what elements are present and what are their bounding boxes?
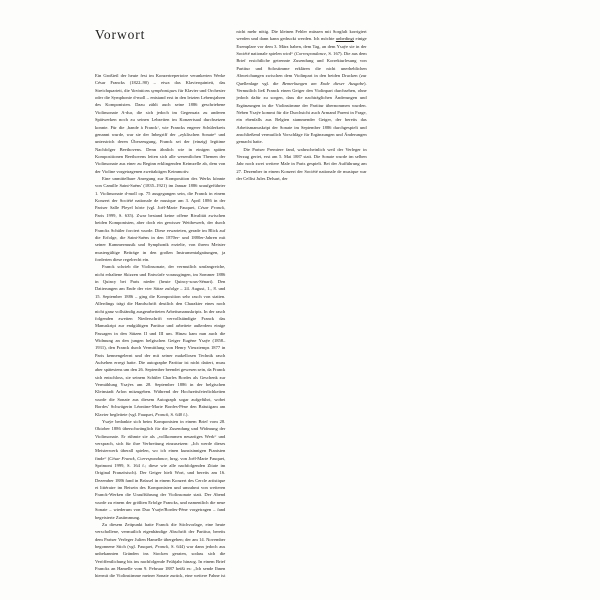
article-body bbox=[95, 28, 367, 584]
italic-run: Franck bbox=[155, 411, 169, 417]
text-run: , Paris 1999, S. 635). Zwar bestand keine offene Rivalität zwischen beiden Komponisten, aber doch ein gewisser Wettbewerb, der durch Francks Schüler forciert wurde. Diese erwarteten, gerade im Blick auf die Erfolge, die Saint-Saëns in den 1870er- und 1880er-Jahren mit seiner Kammermusik und Symphonik erzielte, von ihrem Meister mustergültige Beiträge in den großen Instrumentalgattungen, ja forderten diese regelrecht ein. bbox=[95, 205, 226, 262]
italic-run: Variations symphoniques bbox=[131, 87, 177, 93]
page-title: Vorwort bbox=[95, 27, 146, 42]
text-run: , S. 644) war dann jedoch aus unbekannten Gründen ins Stocken geraten, sodass sich die Veröffentlichung bis ins nachfolgende Frühjahr hinzog. In einem Brief Francks an Hamelle vom 9. Februar 1887 heißt es: „Ich sende Ihnen hiermit die Violinstimme meiner Sonate zurück, eine weitere Fahne ist nicht mehr nötig. Die kleinen Fehler müssen mit Sorgfalt korrigiert werden und dann kann gedruckt werden. Ich möchte bbox=[95, 29, 367, 579]
paragraph bbox=[95, 72, 225, 175]
paragraph bbox=[95, 175, 225, 263]
paragraph bbox=[236, 146, 366, 183]
text-run: , S. 640 f.). bbox=[168, 411, 189, 417]
italic-run: Correspondance bbox=[295, 51, 327, 57]
text-run: für Klavier und Orchester oder die Symphonie d-moll – entstand erst in den letzten Lebensjahren des Komponisten. Dazu zählt auch seine 1886 geschriebene Violinsonate A-dur, die sich jedoch im Gegensatz zu anderen Spätwerken noch zu seinen Lebzeiten im Konzertsaal durchsetzen konnte. Für die ‚bande à Franck‘, wie Francks engerer Schülerkreis genannt wurde, war sie der Inbegriff der „zyklischen Sonate“ und unterstrich deren Überzeugung, Franck sei der (einzig) legitime Nachfolger Beethovens. Denn ähnlich wie in einigen späten Kompositionen Beethovens leiten sich alle wesentlichen Themen der Violinsonate aus einer zu Beginn erklingenden Keimzelle ab, dem von der Violine vorgetragenen zweitaktigen Keimmotiv. bbox=[95, 87, 226, 174]
text-run: Eine unmittelbare Anregung zur Komposition des Werks könnte von Camille Saint-Saëns' (1835–1921) im Januar 1886 uraufgeführter 1. Violinsonate d-moll op. 75 ausgegangen sein, die Franck in einem Konzert der Société nationale de musique am 3. April 1886 in der Pariser Salle Pleyel hörte (vgl. Joël-Marie Fauquet, bbox=[95, 176, 226, 211]
text-run: Ysaÿe bedankte sich beim Komponisten in einem Brief vom 28. Oktober 1886 überschwänglich für die Zusendung und Widmung der Violinsonate. Er rühmte sie als „vollkommen neuartiges Werk“ und versprach, sich für ihre Verbreitung einzusetzen: „Ich werde dieses Meisterwerk überall spielen, wo ich einen kunstsinnigen Pianisten finde“ ( bbox=[95, 418, 226, 461]
text-run: Zu diesem Zeitpunkt hatte Franck die Stichvorlage, eine heute verschollene, vermutlich eigenhändige Abschrift der Partitur, bereits dem Pariser Verleger Julien Hamelle übergeben; der am 14. November begonnene Stich (vgl. Fauquet, bbox=[95, 521, 226, 549]
paragraph bbox=[95, 418, 225, 521]
text-run: Franck schrieb die Violinsonate, der vermutlich umfangreiche, nicht erhaltene Skizzen und Entwürfe vorausgingen, im Sommer 1886 in Quincy bei Paris nieder (heute Quincy-sous-Sénart). Den Datierungen am Ende der vier Sätze zufolge – 24. August, 1., 8. und 15. September 1886 – ging die Komposition sehr rasch von statten. Allerdings trägt die Handschrift deutlich den Charakter eines noch nicht ganz vollständig ausgearbeiteten Arbeitsmanuskripts. In der rasch folgenden zweiten Niederschrift vervollständigte Franck das Manuskript zur endgültigen Partitur und arbeitete außerdem einige Passagen in den Sätzen II und III um. Hinzu kam nun auch die Widmung an den jungen belgischen Geiger Eugène Ysaÿe (1858–1931), den Franck durch Vermittlung von Henry Vieuxtemps 1877 in Paris kennengelernt und der mit seiner makellosen Technik rasch Aufsehen erregt hatte. Die autographe Partitur ist nicht datiert, muss aber spätestens um den 26. September beendet gewesen sein, da Franck sich entschloss, sie seinem Schüler Charles Bordes als Geschenk zur Vermählung Ysaÿes am 28. September 1886 in der belgischen Kleinstadt Arlon mitzugeben. Während der Hochzeitsfeierlichkeiten wurde die Sonate aus diesem Autograph sogar aufgeführt, wobei Bordes' Schwägerin Léontine-Marie Bordes-Pène den Bräutigam am Klavier begleitete (vgl. Fauquet, bbox=[95, 264, 226, 417]
paragraph bbox=[95, 263, 225, 418]
italic-run: Bemerkungen am Ende dieser Ausgabe bbox=[282, 80, 364, 86]
italic-run: Franck bbox=[155, 544, 169, 549]
text-run: einige Exemplare vor dem 3. März haben, dem Tag, an dem Ysaÿe sie in der Société nationale spielen wird“ ( bbox=[236, 36, 367, 57]
title-spacer bbox=[95, 28, 225, 72]
text-run: , S. 167). Die aus dem Brief ersichtliche getrennte Zusendung und Korrekturlesung von Partitur und Solostimme erklären die nicht unerheblichen Abweichungen zwischen dem Violinpart in den beiden Drucken (zur Quellenlage vgl. die bbox=[236, 51, 367, 86]
italic-run: César Franck, Correspondance bbox=[109, 455, 168, 461]
underline-run: unbedingt bbox=[335, 36, 355, 42]
text-run: Ein Großteil der heute fest im Konzertrepertoire verankerten Werke César Francks (1822–90) – etwa das Klavierquintett, das Streichquartett, die bbox=[95, 73, 226, 93]
article-columns bbox=[95, 28, 508, 584]
text-run: , hrsg. von Joël-Marie Fauquet, Sprimont 1999, S. 164 f.; diese wie alle nachfolgenden Zitate im Original Französisch). Der Geiger hielt Wort, und bereits am 16. Dezember 1886 fand in Brüssel in einem Konzert des Cercle artistique et littéraire im Beisein des Komponisten und umrahmt von weiteren Franck-Werken die Uraufführung der Violinsonate statt. Der Abend wurde zu einem der größten Erfolge Francks, und namentlich die neue Sonate – wiederum von Duo Ysaÿe/Bordes-Pène vorgetragen – fand begeisterte Zustimmung. bbox=[95, 455, 226, 520]
text-run: ). Vermutlich ließ Franck einen Geiger den Violinpart durchsehen, ohne jedoch dafür zu sorgen, dass die nachträglichen Änderungen und Ergänzungen in die Violinstimme der Partitur übernommen wurden. Neben Ysaÿe kommt für die Durchsicht auch Armand Parent in Frage, ein ebenfalls aus Belgien stammender Geiger, der bereits das Arbeitsmanuskript der Sonate im September 1886 durchgespielt und anschließend vermutlich Vorschläge für Ergänzungen und Änderungen gemacht hatte. bbox=[236, 80, 367, 145]
text-run: Die Pariser Premiere fand, wahrscheinlich weil der Verleger in Verzug geriet, erst am 5. Mai 1887 statt. Die Sonate wurde im selben Jahr noch zwei weitere Male in Paris gespielt. Bei der Aufführung am 27. Dezember in einem Konzert der Société nationale de musique war der Cellist Jules Delsart, der bbox=[236, 146, 367, 182]
italic-run: César Franck bbox=[197, 205, 225, 211]
